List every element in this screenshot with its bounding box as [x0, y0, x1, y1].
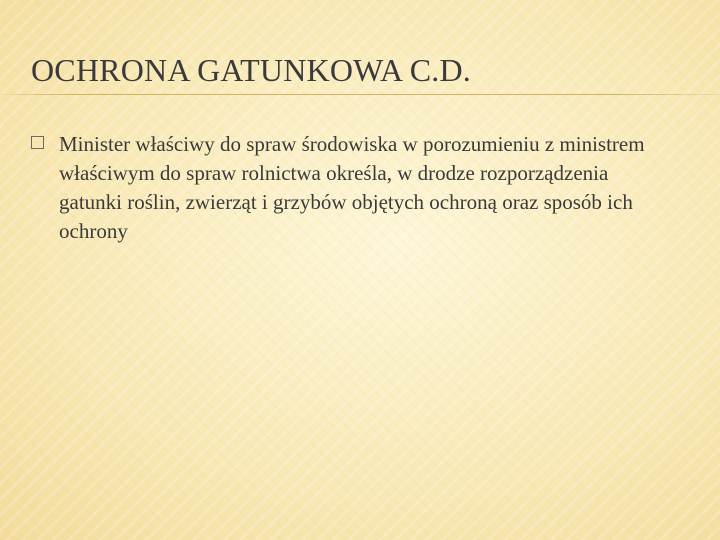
title-underline	[0, 94, 720, 95]
square-bullet-icon	[31, 136, 44, 149]
bullet-item	[31, 130, 671, 246]
slide-title: OCHRONA GATUNKOWA C.D.	[31, 52, 471, 88]
bullet-list	[31, 130, 671, 246]
bullet-text: Minister właściwy do spraw środowiska w porozumieniu z ministrem właściwym do spraw rolnictwa określa, w drodze rozporządzenia gatunki roślin, zwierząt i grzybów objętych ochroną oraz sposób ich ochrony	[59, 132, 645, 243]
